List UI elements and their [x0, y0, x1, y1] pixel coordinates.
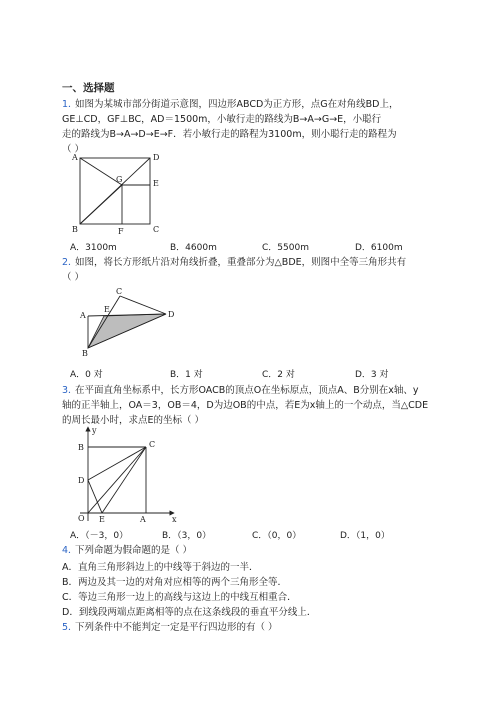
option-d[interactable]: D．6100m — [355, 243, 403, 253]
section-title: 一、选择题 — [62, 82, 115, 94]
question-number: 5． — [62, 622, 78, 633]
label-a: A — [140, 515, 146, 524]
label-d: D — [78, 476, 85, 485]
label-d: D — [153, 153, 160, 162]
option-b[interactable]: B．（3，0） — [162, 531, 212, 541]
label-e: E — [153, 179, 159, 188]
figure-folded-rectangle — [80, 287, 175, 360]
option-c[interactable]: C．（0，0） — [252, 531, 302, 541]
question-stem: 下列条件中不能判定一定是平行四边形的有（ ） — [75, 622, 278, 633]
label-a: A — [72, 153, 78, 162]
label-x: x — [172, 515, 177, 524]
label-f: F — [118, 227, 124, 236]
option-a[interactable]: A．（－3，0） — [70, 531, 129, 541]
question-stem: 下列命题为假命题的是（ ） — [75, 545, 193, 556]
option-b[interactable]: B．两边及其一边的对角对应相等的两个三角形全等． — [62, 577, 288, 588]
question-text-line: 如图，将长方形纸片沿对角线折叠，重叠部分为△BDE，则图中全等三角形共有 — [75, 257, 407, 268]
option-d[interactable]: D．3 对 — [355, 370, 389, 380]
label-o: O — [78, 514, 85, 523]
option-d[interactable]: D．到线段两端点距离相等的点在这条线段的垂直平分线上． — [62, 607, 317, 618]
option-b[interactable]: B．4600m — [170, 243, 217, 253]
option-d[interactable]: D．（1，0） — [340, 531, 390, 541]
question-number: 3． — [62, 385, 78, 396]
option-a[interactable]: A．3100m — [70, 243, 117, 253]
option-a[interactable]: A．0 对 — [70, 370, 103, 380]
label-b: B — [82, 349, 88, 358]
option-b[interactable]: B．1 对 — [170, 370, 203, 380]
question-number: 2． — [62, 257, 78, 268]
label-c: C — [153, 225, 160, 234]
option-c[interactable]: C．5500m — [262, 243, 309, 253]
label-d: D — [168, 310, 175, 319]
question-text-line: 轴的正半轴上，OA＝3，OB＝4，D为边OB的中点，若E为x轴上的一个动点，当△CDE — [62, 400, 429, 411]
label-c: C — [149, 440, 156, 449]
label-a: A — [80, 311, 86, 320]
label-e: E — [99, 515, 105, 524]
label-g: G — [116, 175, 123, 184]
option-a[interactable]: A．直角三角形斜边上的中线等于斜边的一半． — [62, 562, 259, 573]
answer-blank: （ ） — [62, 144, 85, 155]
question-text-line: 在平面直角坐标系中，长方形OACB的顶点O在坐标原点，顶点A、B分别在x轴、y — [75, 385, 419, 396]
question-text-line: 走的路线为B→A→D→E→F．若小敏行走的路程为3100m，则小聪行走的路程为 — [62, 129, 397, 140]
question-text-line: 的周长最小时，求点E的坐标（ ） — [62, 415, 205, 426]
figure-square-abcd — [70, 152, 160, 236]
figure-coordinate-plane — [72, 425, 182, 525]
question-text-line: 如图为某城市部分街道示意图，四边形ABCD为正方形，点G在对角线BD上， — [75, 99, 399, 110]
option-c[interactable]: C．2 对 — [262, 370, 295, 380]
option-c[interactable]: C．等边三角形一边上的高线与这边上的中线互相重合． — [62, 592, 297, 603]
question-text-line: GE⊥CD，GF⊥BC，AD＝1500m，小敏行走的路线为B→A→G→E，小聪行 — [62, 114, 382, 125]
label-b: B — [78, 443, 84, 452]
label-e: E — [104, 305, 110, 314]
label-b: B — [72, 225, 78, 234]
answer-blank: （ ） — [62, 272, 85, 283]
question-number: 4． — [62, 545, 78, 556]
label-c: C — [116, 287, 123, 296]
question-number: 1． — [62, 99, 78, 110]
label-y: y — [92, 426, 97, 435]
